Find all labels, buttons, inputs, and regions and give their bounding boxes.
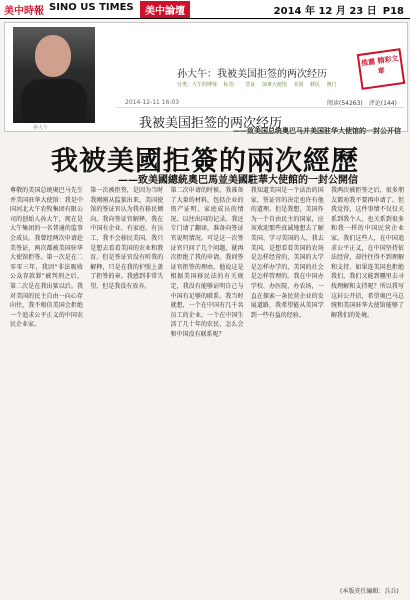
blog-meta xyxy=(177,81,342,88)
page-number: P18 xyxy=(382,6,404,17)
read-comment-count: 阅读(54263) 评论(144) xyxy=(327,100,397,107)
blog-screenshot xyxy=(4,22,408,132)
brand-name-cn: 美中時報 xyxy=(4,6,44,17)
photo-caption: 孙大午 xyxy=(33,125,49,131)
meta-tags-label: 标签： xyxy=(223,82,239,88)
column-text: 我两次被拒签之后，很多朋友都劝我不要再申请了。但我觉得，这件事情不仅仅关系到我个人，也关系到很多和我一样的中国民营企业家。我们这些人，在中国追求公平正义，在中国坚持依法经营，却往往得不到理解和支持。如果连美国也拒绝我们，我们又能到哪里去寻找理解和支持呢？所以我写这封公开信，希望奥巴马总统和美国驻华大使馆能够了解我们的处境。 xyxy=(331,187,404,319)
article-column xyxy=(331,186,404,586)
author-photo xyxy=(13,27,95,123)
divider xyxy=(117,107,405,108)
masthead xyxy=(0,0,410,19)
article-headline: 我被美國拒簽的兩次經歷 xyxy=(51,146,359,177)
section-badge: 美中論壇 xyxy=(140,1,190,18)
article-column xyxy=(10,186,83,586)
meta-tag: 移民 xyxy=(310,82,321,88)
blog-post-title: 孙大午：我被美国拒签的两次经历 xyxy=(177,69,327,80)
column-text: 尊敬的美国总统奥巴马先生并美国驻华大使馆：我是中国河北大午农牧集团有限公司的创始人孙大午，现在是大午集团的一名普通的监事会成员。我曾经两次申请赴美签证，两次都被美国驻华大使馆拒签。第一次是在二零零三年，我因“非法吸收公众存款罪”被判刑之后，第二次是在我出狱以后。我对美国的民主自由一向心存向往，我不相信美国会拒绝一个追求公平正义的中国农民企业家。 xyxy=(10,187,83,329)
post-timestamp: 2014-12-11 16:03 xyxy=(125,99,180,106)
article-subtitle: ——致美國總統奧巴馬並美國駐華大使館的一封公開信 xyxy=(118,175,358,186)
blog-body-title: 我被美国拒签的两次经历 xyxy=(139,116,283,131)
column-text: 第一次被拒签，是因为当时我刚刚从监狱出来，美国使馆的签证官认为我有移民倾向。我向签证官解释，我在中国有企业、有家庭、有员工，我不会移民美国，我只是想去看看美国的农业和教育。但是签证官没有听我的解释，只是在我的护照上盖了拒签的章。我感到非常失望，但是我没有放弃。 xyxy=(90,187,164,290)
recommend-stamp: 推薦 精彩文章 xyxy=(357,48,406,90)
article-column xyxy=(251,186,324,586)
article-column xyxy=(171,186,244,586)
column-text: 第二次申请的时候，我准备了大量的材料，包括企业的资产证明、家庭成员的情况、以往出国的记录。我还专门请了翻译，准备向签证官说明情况。可是这一次签证官只问了几个问题，就再次拒绝了我的申请。我问签证官拒签的理由，他说这是根据美国移民法的有关规定，我没有能够证明自己与中国有足够的联系。我当时就想，一个在中国有几千名员工的企业，一个在中国生活了几十年的农民，怎么会和中国没有联系呢？ xyxy=(170,187,244,338)
meta-tag: 澳门 xyxy=(326,82,337,88)
meta-tag: 美国 xyxy=(293,82,304,88)
meta-tag: 加拿大使馆 xyxy=(261,82,287,88)
editor-note: (本版責任編輯：兵兵) xyxy=(340,588,399,595)
screenshot-subtitle: ——致美国总统奥巴马并美国驻华大使馆的一封公开信 xyxy=(233,127,401,135)
article-column xyxy=(90,186,163,586)
issue-date xyxy=(274,2,404,17)
brand-name-en: SINO US TIMES xyxy=(49,2,134,13)
meta-tag: 签证 xyxy=(245,82,256,88)
article-columns xyxy=(10,186,404,586)
column-text: 我知道美国是一个法治的国家，签证官的决定也许有他的道理。但是我想，美国作为一个自由民主的国家，应该欢迎那些真诚地想去了解美国、学习美国的人。我去美国，是想看看美国的农场是怎样经营的，美国的大学是怎样办学的，美国的社会是怎样管理的。我在中国办学校、办医院、办农场，一直在探索一条民营企业的发展道路，我希望能从美国学到一些有益的经验。 xyxy=(250,187,324,319)
date-text: 2014 年 12 月 23 日 xyxy=(273,6,377,17)
meta-category: 分类：大午的博客 xyxy=(177,82,218,88)
